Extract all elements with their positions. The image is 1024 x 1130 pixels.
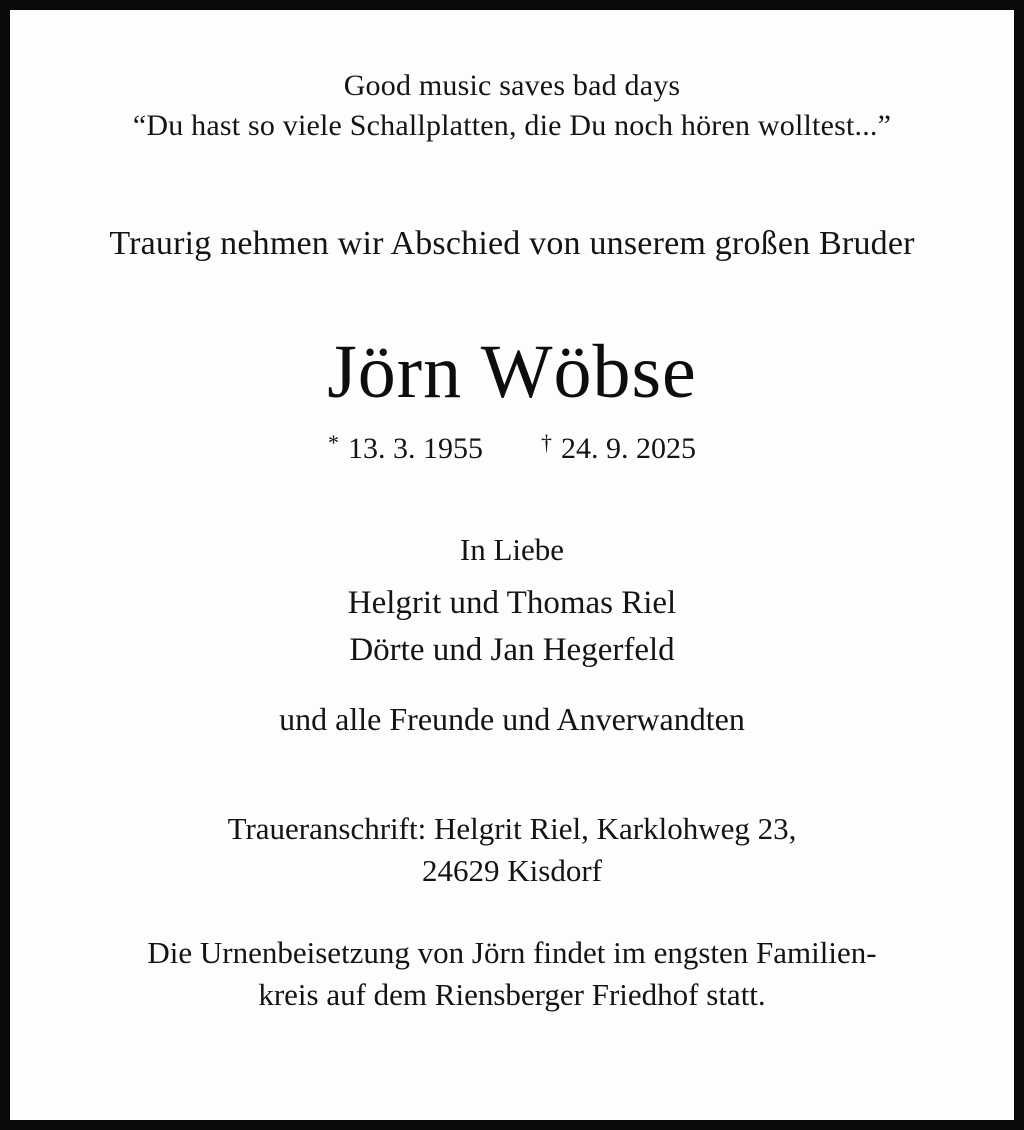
birth-star-icon: *: [328, 429, 339, 455]
death-cross-icon: †: [541, 429, 552, 455]
in-love-label: In Liebe: [459, 531, 565, 567]
survivor-line-1: Helgrit und Thomas Riel: [347, 584, 677, 621]
burial-line-1: Die Urnenbeisetzung von Jörn findet im engsten Familien-: [147, 935, 877, 971]
burial-info: [147, 932, 876, 1016]
address-line-1: Traueranschrift: Helgrit Riel, Karklohweg 23,: [227, 811, 797, 847]
survivor-line-2: Dörte und Jan Hegerfeld: [349, 631, 675, 668]
birth-date-group: [328, 429, 483, 466]
address-line-2: 24629 Kisdorf: [422, 853, 602, 889]
epitaph: [133, 66, 891, 145]
farewell-text: Traurig nehmen wir Abschied von unserem großen Bruder: [109, 225, 915, 263]
mourning-address: [228, 808, 797, 892]
deceased-name: Jörn Wöbse: [327, 329, 697, 414]
epitaph-line-2: “Du hast so viele Schallplatten, die Du noch hören wolltest...”: [132, 108, 892, 142]
life-dates: [328, 429, 696, 466]
death-date-group: [541, 429, 696, 466]
epitaph-line-1: Good music saves bad days: [343, 69, 681, 102]
friends-line: und alle Freunde und Anverwandten: [279, 701, 745, 738]
birth-date: 13. 3. 1955: [348, 431, 483, 465]
burial-line-2: kreis auf dem Riensberger Friedhof statt.: [258, 976, 766, 1012]
obituary-card: [10, 10, 1014, 1120]
death-date: 24. 9. 2025: [561, 431, 696, 465]
